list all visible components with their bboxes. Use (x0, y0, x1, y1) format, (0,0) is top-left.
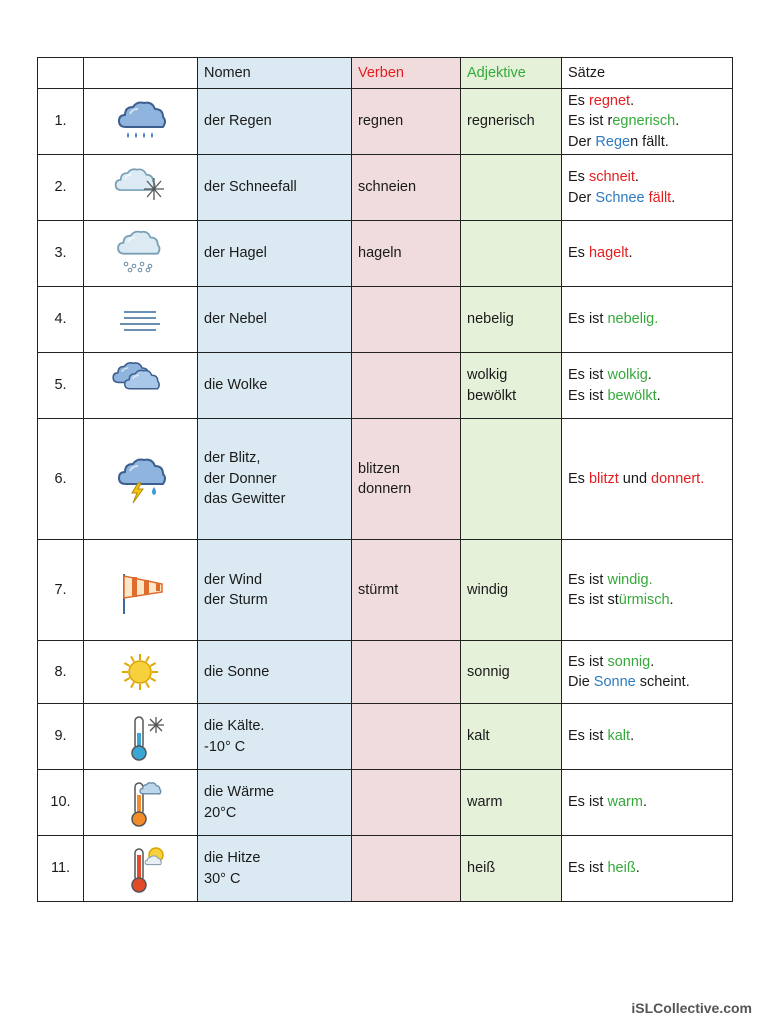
hot-thermometer-icon (90, 841, 191, 897)
sentence-line (568, 111, 726, 132)
saetze-cell (562, 89, 733, 155)
weather-icon-cell (84, 287, 198, 353)
table-row (38, 419, 733, 540)
sentence-segment: Es ist (568, 367, 608, 383)
verben-line: donnern (358, 481, 412, 497)
adjektive-cell (461, 155, 562, 221)
saetze-cell (562, 419, 733, 540)
verben-cell (352, 287, 461, 353)
verben-line: stürmt (358, 581, 399, 598)
table-row (38, 836, 733, 902)
weather-icon-cell (84, 89, 198, 155)
weather-icon-cell (84, 221, 198, 287)
snow-cloud-icon (90, 160, 191, 216)
sentence-segment: . (642, 794, 647, 811)
sentence-segment: hagelt (588, 245, 629, 262)
sentence-line (568, 91, 726, 112)
saetze-cell (562, 155, 733, 221)
cold-thermometer-icon (90, 709, 191, 765)
adjektive-line: warm (467, 794, 503, 811)
adjektive-cell (461, 770, 562, 836)
adjektive-cell (461, 641, 562, 704)
sentence-line (568, 590, 726, 611)
adjektive-cell (461, 353, 562, 419)
worksheet-table (37, 57, 733, 902)
nomen-line: die Hitze (204, 850, 261, 866)
row-number: 11. (38, 836, 84, 902)
sentence-segment: . (635, 860, 640, 877)
header-adjektive: Adjektive (461, 58, 562, 89)
sun-icon (90, 644, 191, 700)
saetze-cell (562, 770, 733, 836)
row-number: 4. (38, 287, 84, 353)
sentence-line (568, 652, 726, 673)
sentence-segment: r (607, 113, 613, 130)
fog-icon (90, 292, 191, 348)
verben-line: blitzen (358, 460, 400, 477)
adjektive-cell (461, 287, 562, 353)
nomen-cell (198, 770, 352, 836)
verben-line: regnen (358, 113, 404, 130)
nomen-line: der Nebel (204, 311, 267, 328)
sentence-segment: Es ist (568, 794, 608, 811)
sentence-line (568, 243, 726, 264)
saetze-cell (562, 221, 733, 287)
sentence-segment: warm (607, 794, 643, 811)
adjektive-cell (461, 836, 562, 902)
sentence-segment: nebelig. (607, 311, 659, 328)
nomen-line: der Donner (204, 470, 277, 487)
adjektive-line: heiß (467, 860, 496, 877)
verben-line: schneien (358, 179, 417, 196)
nomen-line: die Sonne (204, 663, 270, 680)
row-number: 3. (38, 221, 84, 287)
sentence-segment: Der (568, 189, 596, 206)
table-row (38, 353, 733, 419)
nomen-cell (198, 704, 352, 770)
header-row (38, 58, 733, 89)
sentence-segment: Es ist (568, 387, 608, 404)
sentence-segment: regnet (588, 92, 631, 109)
sentence-segment: Es ist (568, 860, 608, 877)
header-number-cell (38, 58, 84, 89)
sentence-segment: . (630, 728, 635, 745)
nomen-cell (198, 221, 352, 287)
adjektive-cell (461, 89, 562, 155)
sentence-segment: egnerisch (612, 113, 676, 130)
table-row (38, 221, 733, 287)
adjektive-line: nebelig (467, 311, 514, 328)
sentence-segment: und (618, 470, 652, 487)
sentence-line (568, 132, 726, 153)
table-row (38, 540, 733, 641)
weather-icon-cell (84, 770, 198, 836)
windsock-icon (90, 562, 191, 618)
nomen-cell (198, 540, 352, 641)
sentence-segment: donnert. (651, 470, 705, 487)
nomen-line: die Wolke (204, 377, 268, 394)
nomen-cell (198, 89, 352, 155)
sentence-segment: ürmisch (618, 592, 670, 608)
weather-icon-cell (84, 155, 198, 221)
sentence-line (568, 672, 726, 693)
verben-cell (352, 221, 461, 287)
verben-cell (352, 89, 461, 155)
header-saetze: Sätze (562, 58, 733, 89)
row-number: 6. (38, 419, 84, 540)
sentence-line (568, 365, 726, 386)
sentence-segment: . (634, 169, 639, 185)
row-number: 9. (38, 704, 84, 770)
sentence-segment: . (671, 189, 676, 206)
table-row (38, 89, 733, 155)
saetze-cell (562, 641, 733, 704)
sentence-segment: Es ist (568, 728, 608, 745)
sentence-segment: Sonne (593, 674, 636, 690)
sentence-segment: Es (568, 245, 589, 262)
sentence-segment: . (650, 653, 655, 670)
verben-line: hageln (358, 245, 402, 262)
sentence-line (568, 570, 726, 591)
saetze-cell (562, 836, 733, 902)
verben-cell (352, 836, 461, 902)
nomen-line: 20°C (204, 804, 237, 821)
sentence-line (568, 726, 726, 747)
sentence-line (568, 792, 726, 813)
table-row (38, 155, 733, 221)
saetze-cell (562, 704, 733, 770)
rain-cloud-icon (90, 94, 191, 150)
sentence-segment: fällt (648, 189, 672, 206)
nomen-cell (198, 836, 352, 902)
verben-cell (352, 641, 461, 704)
nomen-cell (198, 353, 352, 419)
nomen-cell (198, 287, 352, 353)
nomen-line: der Regen (204, 113, 272, 130)
nomen-line: 30° C (204, 870, 241, 887)
sentence-line (568, 309, 726, 330)
adjektive-line: regnerisch (467, 113, 535, 130)
sentence-segment: bewölkt (607, 387, 657, 404)
nomen-line: der Blitz, (204, 450, 261, 467)
adjektive-line: windig (467, 581, 509, 598)
nomen-cell (198, 419, 352, 540)
row-number: 8. (38, 641, 84, 704)
table-row (38, 641, 733, 704)
adjektive-line: bewölkt (467, 387, 517, 404)
sentence-line (568, 386, 726, 407)
sentence-segment: Es ist (568, 571, 608, 588)
row-number: 5. (38, 353, 84, 419)
sentence-segment: . (630, 92, 635, 109)
verben-cell (352, 155, 461, 221)
sentence-segment: blitzt (588, 470, 619, 487)
sentence-segment: heiß (607, 860, 636, 877)
sentence-line (568, 858, 726, 879)
nomen-line: der Schneefall (204, 179, 297, 196)
adjektive-cell (461, 221, 562, 287)
verben-cell (352, 353, 461, 419)
sentence-line (568, 167, 726, 188)
sentence-segment: Der (568, 133, 596, 150)
thunderstorm-icon (90, 451, 191, 507)
sentence-segment: Es ist (568, 653, 608, 670)
saetze-cell (562, 353, 733, 419)
sentence-segment: Rege (595, 133, 631, 150)
header-icon-cell (84, 58, 198, 89)
sentence-segment: Die (568, 674, 594, 690)
sentence-segment: Schnee (595, 189, 645, 206)
adjektive-line: sonnig (467, 663, 510, 680)
nomen-cell (198, 155, 352, 221)
saetze-cell (562, 540, 733, 641)
watermark: iSLCollective.com (631, 1000, 752, 1016)
nomen-line: das Gewitter (204, 491, 286, 508)
row-number: 2. (38, 155, 84, 221)
weather-icon-cell (84, 419, 198, 540)
sentence-segment: . (628, 245, 633, 262)
sentence-segment: scheint. (635, 674, 690, 690)
weather-icon-cell (84, 353, 198, 419)
sentence-line (568, 188, 726, 209)
row-number: 10. (38, 770, 84, 836)
row-number: 1. (38, 89, 84, 155)
sentence-segment: . (669, 592, 674, 608)
nomen-cell (198, 641, 352, 704)
sentence-segment: windig. (607, 571, 653, 588)
sentence-segment: wolkig (607, 367, 648, 383)
verben-cell (352, 704, 461, 770)
hail-cloud-icon (90, 226, 191, 282)
sentence-line (568, 469, 726, 490)
sentence-segment: Es (568, 92, 589, 109)
warm-thermometer-icon (90, 775, 191, 831)
nomen-line: die Wärme (204, 784, 275, 800)
verben-cell (352, 540, 461, 641)
weather-icon-cell (84, 641, 198, 704)
adjektive-line: wolkig (467, 367, 508, 383)
sentence-segment: . (647, 367, 652, 383)
saetze-cell (562, 287, 733, 353)
table-row (38, 704, 733, 770)
sentence-segment: Es ist (568, 113, 608, 130)
sentence-segment: Es ist st (568, 592, 619, 608)
row-number: 7. (38, 540, 84, 641)
table-row (38, 770, 733, 836)
sentence-segment: . (675, 113, 680, 130)
sentence-segment: kalt (607, 728, 631, 745)
verben-cell (352, 419, 461, 540)
adjektive-cell (461, 540, 562, 641)
sentence-segment: n fällt. (630, 133, 669, 150)
adjektive-cell (461, 419, 562, 540)
nomen-line: der Sturm (204, 592, 268, 608)
header-verben: Verben (352, 58, 461, 89)
nomen-line: -10° C (204, 738, 246, 755)
table-row (38, 287, 733, 353)
adjektive-cell (461, 704, 562, 770)
header-nomen: Nomen (198, 58, 352, 89)
sentence-segment: sonnig (607, 653, 651, 670)
sentence-segment: Es (568, 169, 589, 185)
verben-cell (352, 770, 461, 836)
sentence-segment: Es ist (568, 311, 608, 328)
adjektive-line: kalt (467, 728, 490, 745)
weather-icon-cell (84, 704, 198, 770)
weather-icon-cell (84, 540, 198, 641)
sentence-segment: schneit (588, 169, 635, 185)
sentence-segment: . (656, 387, 661, 404)
nomen-line: der Hagel (204, 245, 267, 262)
nomen-line: die Kälte. (204, 718, 265, 734)
cloud-icon (90, 358, 191, 414)
nomen-line: der Wind (204, 571, 263, 588)
weather-icon-cell (84, 836, 198, 902)
sentence-segment: Es (568, 470, 589, 487)
